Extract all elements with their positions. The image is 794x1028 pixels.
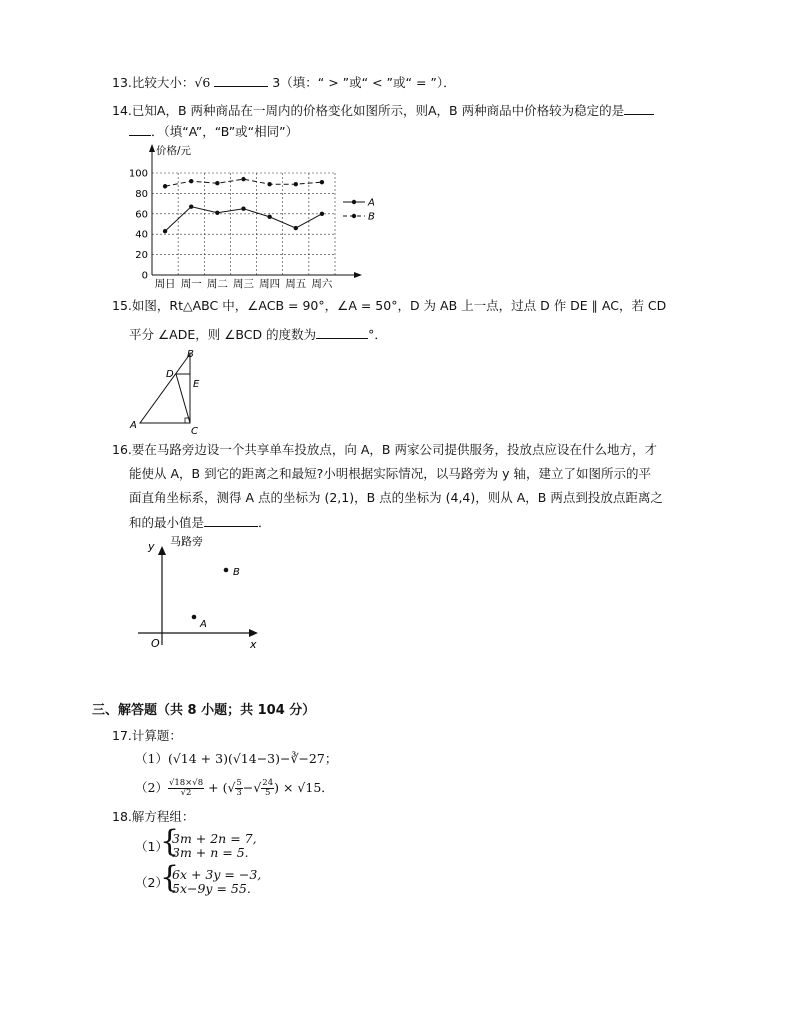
series-point-A bbox=[320, 212, 324, 216]
q14-line1: 14.已知A，B 两种商品在一周内的价格变化如图所示，则A，B 两种商品中价格较为稳定的是 bbox=[112, 101, 654, 120]
q18-p1-eq2: 3m + n = 5. bbox=[172, 845, 249, 860]
label-e: E bbox=[193, 379, 200, 390]
label-b: B bbox=[187, 349, 194, 360]
price-chart bbox=[120, 140, 380, 290]
q18-part1-label: （1） bbox=[135, 839, 168, 854]
q18-brace-2: { bbox=[160, 860, 180, 895]
series-point-A bbox=[267, 215, 271, 219]
q14-line2: ．（填“A”，“B”或“相同”） bbox=[129, 122, 298, 141]
y-tick-label: 40 bbox=[135, 229, 148, 241]
y-axis-label: 价格/元 bbox=[156, 145, 192, 157]
y-axis-arrow bbox=[158, 546, 166, 555]
series-point-B bbox=[241, 177, 245, 181]
q17-part2: （2） $\frac{√18\times√8}{√2}$ + (√ $\frac{5}{3}$ −√ $\frac{24}{5}$ ) × √15． bbox=[135, 778, 334, 798]
x-tick-label: 周二 bbox=[206, 278, 228, 290]
q17-fraction-3: $\frac{24}{5}$ bbox=[262, 778, 274, 798]
series-point-A bbox=[241, 207, 245, 211]
point-b-label: B bbox=[233, 567, 240, 578]
y-tick-label: 20 bbox=[135, 250, 148, 262]
series-point-A bbox=[163, 229, 167, 233]
series-point-B bbox=[294, 182, 298, 186]
q15-line1: 15.如图，Rt△ABC 中，∠ACB = 90°，∠A = 50°，D 为 AB 上一点，过点 D 作 DE ∥ AC，若 CD bbox=[112, 298, 667, 313]
q14-answer-blank[interactable] bbox=[624, 101, 654, 115]
series-point-A bbox=[294, 226, 298, 230]
x-tick-label: 周六 bbox=[311, 278, 333, 290]
q16-line4: 和的最小值是 ． bbox=[129, 515, 271, 530]
y-tick-label: 0 bbox=[141, 270, 148, 282]
label-c: C bbox=[191, 426, 198, 436]
q17-fraction-1: $\frac{√18\times√8}{√2}$ bbox=[168, 778, 204, 798]
x-tick-label: 周五 bbox=[285, 278, 307, 290]
x-tick-label: 周四 bbox=[259, 278, 281, 290]
triangle-abc bbox=[140, 354, 190, 423]
q16-line1: 16.要在马路旁边设一个共享单车投放点，向 A，B 两家公司提供服务，投放点应设在什么地方，才 bbox=[112, 442, 657, 457]
q16-line2: 能使从 A，B 到它的距离之和最短?小明根据实际情况，以马路旁为 y 轴，建立了如图所示的平 bbox=[129, 466, 652, 481]
x-label: x bbox=[250, 638, 257, 651]
segment-dc bbox=[176, 374, 190, 423]
q17-title: 17.计算题： bbox=[112, 728, 182, 743]
legend-label-B: B bbox=[368, 211, 375, 223]
y-tick-label: 80 bbox=[135, 188, 148, 200]
legend-marker-B bbox=[352, 214, 356, 218]
q17-fraction-2: $\frac{5}{3}$ bbox=[236, 778, 242, 798]
series-point-B bbox=[267, 182, 271, 186]
x-tick-label: 周三 bbox=[233, 278, 254, 290]
label-a: A bbox=[130, 420, 137, 431]
y-tick-label: 100 bbox=[128, 168, 148, 180]
q13-number: 13. bbox=[112, 75, 132, 90]
point-a-label: A bbox=[200, 619, 207, 630]
y-axis-arrow bbox=[149, 144, 155, 152]
origin-label: O bbox=[151, 637, 160, 650]
y-label: y bbox=[148, 540, 155, 553]
series-point-B bbox=[320, 180, 324, 184]
x-axis-arrow bbox=[249, 629, 258, 637]
q15-answer-blank[interactable] bbox=[316, 325, 368, 339]
triangle-figure bbox=[128, 346, 208, 436]
label-d: D bbox=[166, 369, 174, 380]
q18-p2-eq2: 5x−9y = 55. bbox=[172, 881, 251, 896]
road-label: 马路旁 bbox=[170, 535, 203, 548]
chart-labels bbox=[129, 144, 333, 290]
series-point-B bbox=[163, 184, 167, 188]
q14-answer-blank-cont[interactable] bbox=[129, 122, 151, 136]
q13-line: 13.比较大小：√6 3（填：“ > ”或“ < ”或“ = ”）． bbox=[112, 75, 456, 90]
q18-p2-eq1: 6x + 3y = −3, bbox=[172, 867, 262, 882]
point-a bbox=[192, 615, 197, 620]
series-point-B bbox=[189, 179, 193, 183]
q15-line2: 平分 ∠ADE，则 ∠BCD 的度数为 °． bbox=[129, 327, 387, 342]
chart-legend bbox=[343, 198, 375, 223]
point-b bbox=[224, 568, 229, 573]
chart-grid bbox=[152, 173, 335, 275]
series-point-A bbox=[189, 204, 193, 208]
q18-brace-1: { bbox=[160, 824, 180, 859]
q13-answer-blank[interactable] bbox=[214, 73, 268, 87]
q16-line3: 面直角坐标系，测得 A 点的坐标为 (2,1)，B 点的坐标为 (4,4)，则从 A，B 两点到投放点距离之 bbox=[129, 490, 663, 505]
chart-series bbox=[163, 177, 324, 233]
q18-p1-eq1: 3m + 2n = 7, bbox=[172, 831, 257, 846]
q18-part2-label: （2） bbox=[135, 875, 168, 890]
section-3-heading: 三、解答题（共 8 小题；共 104 分） bbox=[92, 703, 316, 718]
series-point-A bbox=[215, 211, 219, 215]
q17-part1: （1）(√14 + 3)(√14−3)−∛−27； bbox=[135, 751, 338, 766]
x-tick-label: 周一 bbox=[180, 278, 202, 290]
x-axis-arrow bbox=[354, 272, 362, 278]
q18-title: 18.解方程组： bbox=[112, 809, 195, 824]
q16-answer-blank[interactable] bbox=[204, 513, 258, 527]
q13-radical: √6 bbox=[194, 75, 211, 90]
y-tick-label: 60 bbox=[135, 209, 148, 221]
chart-axes bbox=[149, 144, 362, 278]
coordinate-graph bbox=[136, 533, 276, 653]
series-point-B bbox=[215, 181, 219, 185]
x-tick-label: 周日 bbox=[154, 278, 176, 290]
legend-label-A: A bbox=[368, 197, 375, 209]
legend-marker-A bbox=[352, 200, 356, 204]
